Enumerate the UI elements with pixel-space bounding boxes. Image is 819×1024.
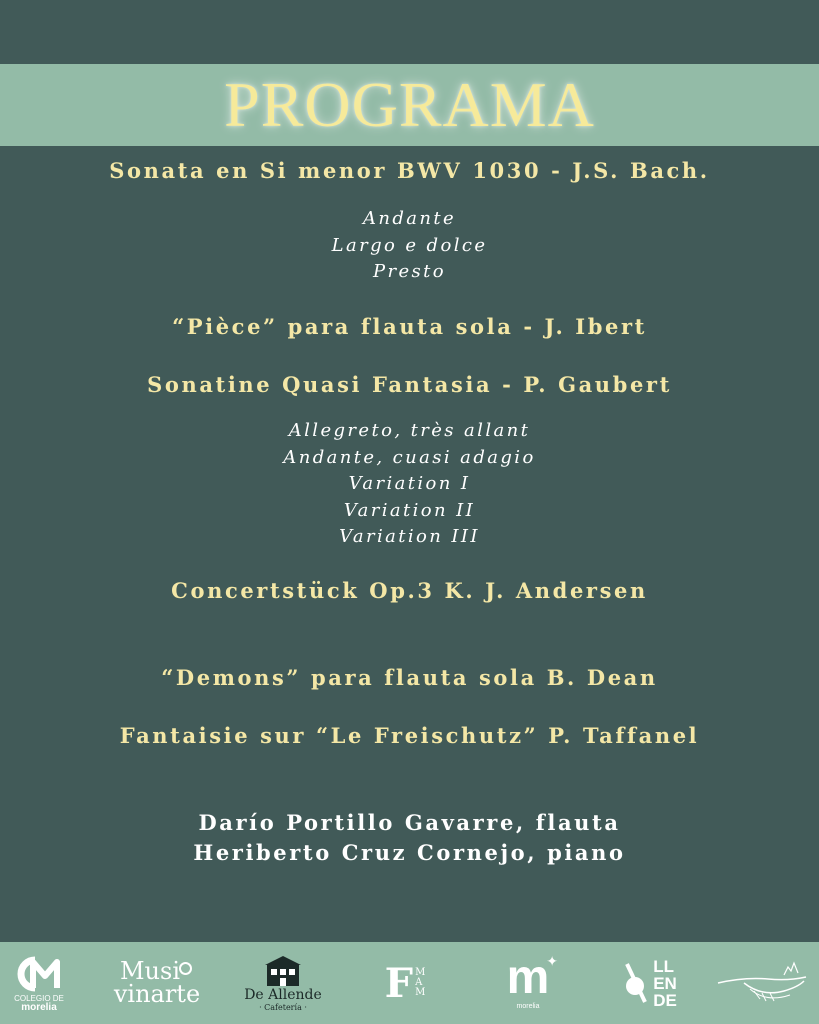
lake-landscape-icon (714, 957, 810, 1009)
fam-letter-f: F (384, 959, 414, 1007)
fam-logo-icon (385, 960, 426, 1007)
movement-list-bach (0, 206, 819, 286)
cafe-building-icon (263, 954, 303, 988)
piece-title-ibert: “Pièce” para flauta sola - J. Ibert (172, 314, 647, 339)
sponsor-colegio-morelia[interactable] (6, 942, 72, 1024)
sponsor-fam[interactable] (370, 942, 440, 1024)
page-title: PROGRAMA (224, 69, 595, 140)
performer-flute: Darío Portillo Gavarre, flauta (198, 810, 621, 835)
piece-title-taffanel: Fantaisie sur “Le Freischutz” P. Taffanel (119, 723, 700, 748)
allende-line3: DE (653, 990, 677, 1010)
colegio-line2: morelia (21, 1001, 57, 1013)
movement-item: Presto (372, 261, 447, 282)
sponsor-footer (0, 942, 819, 1024)
morelia-line2: morelia (516, 1003, 540, 1011)
performer-piano: Heriberto Cruz Cornejo, piano (193, 840, 626, 865)
musivinarte-line2: vinarte (113, 980, 201, 1008)
musivinarte-logo-icon (179, 962, 192, 975)
piece-title-bach: Sonata en Si menor BWV 1030 - J.S. Bach. (109, 158, 710, 183)
title-banner (0, 64, 819, 146)
movement-item: Allegreto, très allant (288, 420, 531, 441)
movement-item: Largo e dolce (331, 234, 488, 256)
cm-logo-icon (13, 954, 65, 994)
movement-item: Variation I (348, 473, 471, 494)
movement-item: Variation II (343, 499, 476, 521)
musivinarte-line1: Musi (119, 957, 181, 986)
allende-logo-icon (625, 960, 651, 1006)
fam-letter: M (415, 987, 426, 998)
allende-line2: EN (653, 973, 677, 993)
piece-title-andersen: Concertstück Op.3 K. J. Andersen (171, 578, 648, 603)
sponsor-allende[interactable] (606, 942, 696, 1024)
performers (0, 808, 819, 868)
fam-letter: A (415, 977, 423, 988)
movement-item: Andante, cuasi adagio (283, 446, 536, 468)
sponsor-lake[interactable] (712, 942, 812, 1024)
morelia-line1: m (506, 950, 550, 1004)
sponsor-musivinarte[interactable] (104, 942, 204, 1024)
deallende-line2: · Cafetería · (259, 1003, 307, 1013)
movement-list-gaubert (0, 418, 819, 551)
piece-title-gaubert: Sonatine Quasi Fantasia - P. Gaubert (147, 372, 672, 397)
movement-item: Andante (362, 208, 457, 229)
movement-item: Variation III (339, 526, 480, 547)
deallende-line1: De Allende (244, 986, 322, 1003)
allende-line1: LL (653, 956, 674, 976)
sponsor-de-allende[interactable] (238, 942, 328, 1024)
morelia-m-icon: ✦ (546, 954, 558, 970)
fam-letter: M (415, 967, 426, 978)
colegio-line1: COLEGIO DE (14, 993, 64, 1003)
piece-title-dean: “Demons” para flauta sola B. Dean (161, 665, 658, 690)
sponsor-morelia[interactable] (488, 942, 568, 1024)
